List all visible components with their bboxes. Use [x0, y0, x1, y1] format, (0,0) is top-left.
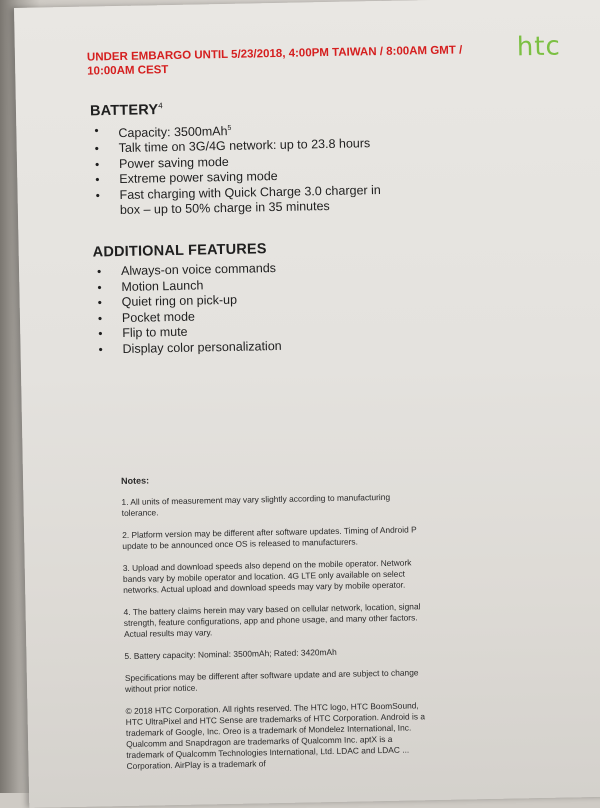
list-item-sup: 5 [227, 124, 232, 132]
note-item: 4. The battery claims herein may vary based on cellular network, location, signal strength, feature configurations, app and phone usage, and many other factors. Actual results may vary. [123, 601, 421, 640]
list-item-text: Capacity: 3500mAh [118, 123, 228, 141]
battery-heading-text: BATTERY [89, 102, 159, 120]
list-item: • Quiet ring on pick-up [94, 289, 414, 311]
paper-sheet [14, 0, 600, 808]
note-item: 2. Platform version may be different after software updates. Timing of Android P update to be announced once OS is released to manufacturers. [122, 524, 417, 552]
battery-heading [90, 97, 390, 120]
embargo-notice: UNDER EMBARGO UNTIL 5/23/2018, 4:00PM TAIWAN / 8:00AM GMT / 10:00AM CEST [86, 44, 463, 78]
list-item-text: Fast charging with Quick Charge 3.0 charger in box – up to 50% charge in 35 minutes [119, 182, 381, 218]
list-item-text: Talk time on 3G/4G network: up to 23.8 hours [118, 136, 371, 156]
note-item: 3. Upload and download speeds also depend on the mobile operator. Network bands vary by mobile operator and location. 4G LTE only available on select networks. Actual upload and download speeds may vary by mobile operator. [122, 557, 412, 596]
battery-heading-sup: 4 [158, 101, 163, 111]
features-section [93, 238, 415, 357]
battery-list [90, 118, 392, 220]
notes-title: Notes: [121, 475, 150, 487]
copyright-notice: © 2018 HTC Corporation. All rights reserved. The HTC logo, HTC BoomSound, HTC UltraPixel and HTC Sense are trademarks of HTC Corporation. Android is a trademark of Google, Inc. Oreo is a trademark of Mondelez International, Inc. Qualcomm and Snapdragon are trademarks of Qualcomm Inc. aptX is a trademark of Qualcomm Technologies International, Ltd. LDAC and LDAC ... Corporation. AirPlay is a trademark of [125, 700, 426, 771]
features-list [93, 258, 415, 357]
list-item: • Pocket mode [94, 305, 414, 327]
note-item: 5. Battery capacity: Nominal: 3500mAh; Rated: 3420mAh [124, 646, 337, 661]
notes-section [121, 470, 427, 783]
features-heading: ADDITIONAL FEATURES [92, 241, 267, 261]
note-item: 1. All units of measurement may vary slightly according to manufacturing tolerance. [121, 491, 391, 519]
list-item: • Flip to mute [94, 320, 414, 342]
list-item: • Display color personalization [94, 336, 414, 358]
list-item: • Always-on voice commands [93, 258, 413, 280]
list-item-text: Extreme power saving mode [119, 169, 278, 187]
note-item: Specifications may be different after software update and are subject to change without prior notice. [124, 667, 419, 694]
battery-section [90, 97, 392, 220]
list-item-text: Power saving mode [118, 154, 229, 171]
list-item: • Motion Launch [93, 274, 413, 296]
list-item [91, 183, 392, 220]
htc-logo: htc [516, 31, 562, 63]
